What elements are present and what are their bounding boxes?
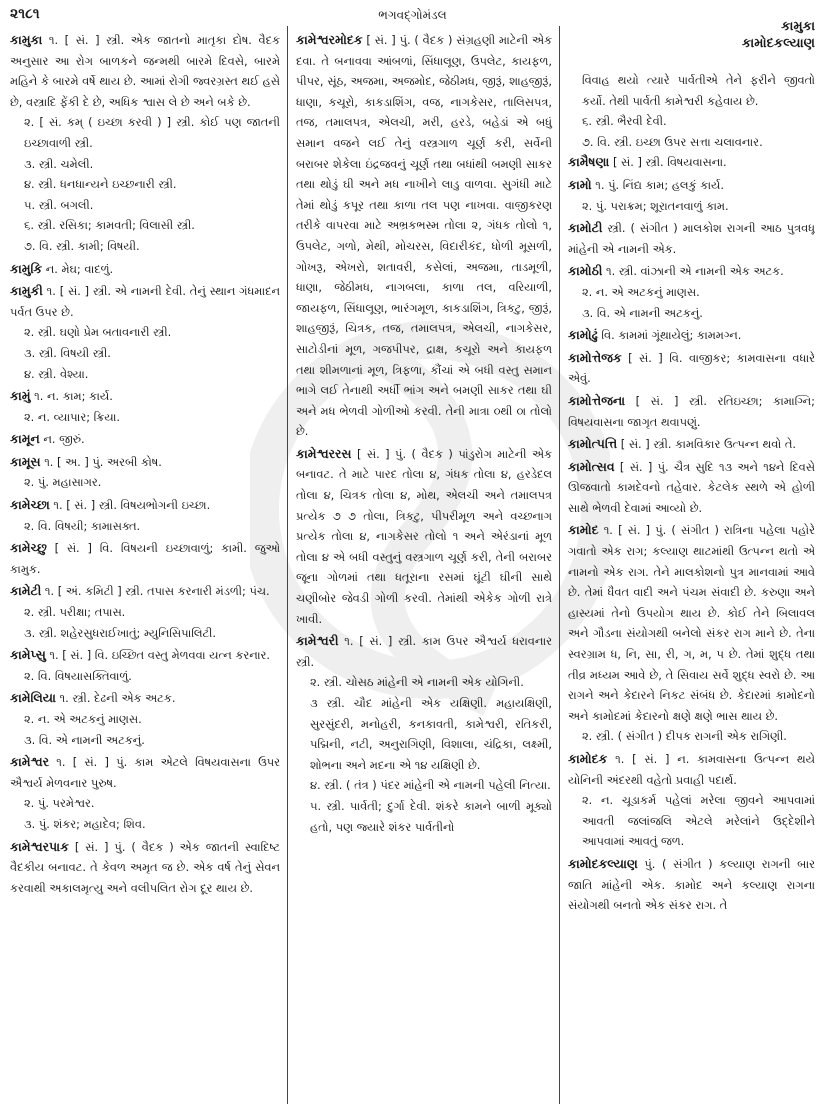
sense: ૭. વિ. સ્ત્રી. ઇચ્છા ઉપર સત્તા ચલાવનાર. <box>582 134 763 149</box>
dictionary-entry <box>568 348 815 389</box>
continuation-block <box>568 26 815 152</box>
headword: કામોદક <box>568 751 608 766</box>
entry-definition <box>568 854 815 916</box>
headword: કામેચ્છા <box>10 497 50 513</box>
sense: ૬. સ્ત્રી. ભૈરવી દેવી. <box>582 114 667 129</box>
definition-text: ૧. [ સં. ] સ્ત્રી. કામ ઉપર ઐશ્વર્ય ધરાવનાર સ્ત્રી. <box>296 634 553 669</box>
definition-text: ૧. [ સં. ] ન. કામવાસના ઉત્પન્ન થયે યોનિની અંદરથી વહેતો પ્રવાહી પદાર્થ. <box>568 752 815 787</box>
dictionary-entry <box>10 688 280 750</box>
sense: ૫. સ્ત્રી. પાર્વતી; દુર્ગા દેવી. શંકરે કામને બાળી મૂક્યો હતો, પણ જ્યારે શંકર પાર્વતીનો <box>310 798 552 834</box>
dictionary-entry <box>10 645 280 686</box>
entry-definition <box>10 452 280 473</box>
dictionary-entry <box>568 391 815 432</box>
page-number: ૨૧૮૧ <box>10 6 40 22</box>
headword: કામુકી <box>10 283 43 299</box>
headword: કામોઢું <box>568 327 598 343</box>
column-2 <box>288 26 560 1104</box>
headword: કામૈષણા <box>568 154 610 170</box>
column-3 <box>560 26 815 1104</box>
sense: ૪. સ્ત્રી. ધનધાન્યને ઇચ્છનારી સ્ત્રી. <box>24 177 177 192</box>
definition-text: ૧. [ અં. કમિટી ] સ્ત્રી. તપાસ કરનારી મંડળી; પંચ. <box>44 584 270 599</box>
definition-text: પું. ( સંગીત ) કલ્યાણ રાગની બાર જાતિ માંહેની એક. કામોદ અને કલ્યાણ રાગના સંયોગથી બનતો એક સંકર રાગ. તે <box>568 856 815 913</box>
entry-definition <box>10 495 280 516</box>
sense: ૨. ન. ચૂડાકર્મ પહેલાં મરેલા જીવને આપવામાં આવતી જલાંજલિ એટલે મરેલાંને ઉદ્દેશીને આપવામાં આવતું જળ. <box>582 793 815 849</box>
sense: ૨. પું. પરમેશ્વર. <box>24 796 95 811</box>
definition-text: ૧. ન. કામ; કાર્ય. <box>34 389 113 404</box>
sense: ૨. પું. મહાસાગર. <box>24 475 102 490</box>
headword: કામેશ્વર <box>10 754 50 770</box>
sense: ૨. સ્ત્રી. ચોસઠ માંહેની એ નામની એક યોગિની. <box>310 675 524 690</box>
entry-definition <box>10 752 280 793</box>
entry-definition <box>10 429 280 450</box>
sense: ૩. સ્ત્રી. શહેરસુધરાઈખાતું; મ્યુનિસિપાલિટી. <box>24 625 216 640</box>
dictionary-entry <box>568 457 815 519</box>
entry-definition <box>10 837 280 899</box>
definition-text: [ સં. ] વિ. વાજીકર; કામવાસના વધારે એવું. <box>568 350 815 386</box>
entry-definition <box>10 281 280 322</box>
entry-definition <box>10 259 280 280</box>
headword: કામોદ <box>568 522 599 538</box>
definition-text: [ સં. ] પું. ( વૈદક ) પાંડુરોગ માટેની એક બનાવટ. તે માટે પારદ તોલા ૪, ગંધક તોલા ૪, હરડેદલ તોલા ૪, ચિત્રક તોલા ૪, મોથ, એલચી અને તમાલપત્ર પ્રત્યેક ૭ ૭ તોલા, ત્રિકટુ, પીપરીમૂળ અને વચ્છનાગ પ્રત્યેક તોલા ૪, નાગકેસર તોલો ૧ અને એરંડાનાં મૂળ તોલા ૪ એ બધી વસ્તુનું વસ્ત્રગાળ ચૂર્ણ કરી, તેની બરાબર જૂના ગોળમાં તથા ધતૂરાના રસમાં ઘૂંટી ઘીની સાથે ચણીબોર જેવડી ગોળી કરવી. તેમાંથી એકેક ગોળી રાત્રે ખાવી. <box>296 446 552 626</box>
dictionary-entry <box>568 434 815 455</box>
sense: ૨. વિ. વિષયાસક્તિવાળું. <box>24 668 132 683</box>
dictionary-entry <box>568 520 815 747</box>
entry-definition <box>10 645 280 666</box>
headword: કામેચ્છુ <box>10 540 47 556</box>
definition-text: [ સં. ] પું. ચૈત્ર સુદિ ૧૩ અને ૧૪ને દિવસે ઊજવાતો કામદેવનો તહેવાર. કેટલેક સ્થળે એ હોળી સાથે ભેળવી દેવામાં આવ્યો છે. <box>568 459 815 515</box>
dictionary-entry <box>296 444 552 629</box>
entry-definition <box>568 152 815 173</box>
entry-definition <box>568 175 815 196</box>
definition-text: ૧. પું. નિંદ્ય કામ; હલકું કાર્ય. <box>595 177 724 192</box>
sense: ૨. ન. એ અટકનું માણસ. <box>582 284 700 299</box>
entry-definition <box>568 457 815 519</box>
dictionary-entry <box>10 452 280 493</box>
entry-definition <box>296 631 552 672</box>
headword: કામોત્તેજના <box>568 392 626 408</box>
sense: ૩. સ્ત્રી. ચમેલી. <box>24 156 94 171</box>
entry-definition <box>10 688 280 709</box>
entry-definition <box>296 30 552 442</box>
definition-text: [ સં. ] સ્ત્રી. રતિઇચ્છા; કામાગ્નિ; વિષયવાસના જાગૃત થવાપણું. <box>568 393 815 429</box>
sense: ૭. વિ. સ્ત્રી. કામી; વિષયી. <box>24 238 140 253</box>
guide-word-first: કામુકા <box>781 19 815 34</box>
dictionary-entry <box>10 281 280 384</box>
entry-definition <box>568 261 815 282</box>
dictionary-entry <box>568 261 815 323</box>
headword: કામોત્તેજક <box>568 349 622 365</box>
headword: કામુકિ <box>10 260 43 276</box>
definition-text: ૧. [ અ. ] પું. અરબી કોષ. <box>44 454 162 469</box>
definition-text: ૧. [ સં. ] સ્ત્રી. વિષયભોગની ઇચ્છા. <box>53 498 211 513</box>
dictionary-entry <box>568 152 815 173</box>
dictionary-entry <box>10 581 280 643</box>
definition-text: [ સં. ] વિ. વિષયની ઇચ્છાવાળું; કામી. જુઓ કામુક. <box>10 541 280 576</box>
sense: ૪. સ્ત્રી. ( તંત્ર ) પંદર માંહેની એ નામની પહેલી નિત્યા. <box>310 778 551 793</box>
sense: ૨. પું. પરાક્રમ; શૂરાતનવાળું કામ. <box>582 198 729 213</box>
headword: કામોઠી <box>568 263 603 279</box>
sense: ૩. વિ. એ નામની અટકનું. <box>24 732 145 747</box>
definition-text: [ સં. ] સ્ત્રી. કામવિકાર ઉત્પન્ન થવો તે. <box>620 437 797 452</box>
sense: ૨. સ્ત્રી. પરીક્ષા; તપાસ. <box>24 605 126 620</box>
headword: કામોદકલ્યાણ <box>568 855 638 871</box>
definition-text: [ સં. ] પું. ( વૈદક ) એક જાતની સ્વાદિષ્ટ વૈદકીય બનાવટ. તે કેવળ અમૃત જ છે. એક વર્ષ તેનું સેવન કરવાથી અકાલમૃત્યુ અને વલીપલિત રોગ દૂર થાય છે. <box>10 839 280 895</box>
headword: કામોટી <box>568 220 603 236</box>
headword: કામોત્પત્તિ <box>568 436 618 452</box>
entry-definition <box>10 30 280 112</box>
entry-definition <box>568 325 815 346</box>
sense: ૫. સ્ત્રી. બગલી. <box>24 197 94 212</box>
dictionary-entry <box>10 386 280 427</box>
definition-text: ૧. [ સં. ] પું. ( સંગીત ) રાત્રિના પહેલા પહોરે ગવાતો એક રાગ; કલ્યાણ થાટમાંથી ઉત્પન્ન થતો એ નામનો એક રાગ. તેને માલકોશનો પુત્ર માનવામાં આવે છે. તેમાં ધૈવત વાદી અને પંચમ સંવાદી છે. કરુણા અને હાસ્યમાં તેનો ઉપયોગ થાય છે. કોઈ તેને બિલાવલ અને ગૌડના સંયોગથી બનેલો સંકર રાગ માને છે. તેના સ્વરગ્રામ ધ, નિ, સા, રી, ગ, મ, પ છે. તેમાં શુદ્ધ તથા તીવ્ર મધ્યમ આવે છે, તે સિવાય સર્વે શુદ્ધ સ્વરો છે. આ રાગને અને કેદારને નિકટ સંબંધ છે. કેદારમાં કામોદનો અને કામોદમાં કેદારનો ક્ષણે ક્ષણે ભાસ થાય છે. <box>568 523 815 723</box>
definition-text: ૧. [ સં. ] વિ. ઇચ્છિત વસ્તુ મેળવવા યત્ન કરનાર. <box>49 648 271 663</box>
headword: કામું <box>10 388 31 404</box>
sense: ૬. સ્ત્રી. રસિકા; કામવતી; વિલાસી સ્ત્રી. <box>24 218 195 233</box>
headword: કામોત્સવ <box>568 458 615 474</box>
dictionary-entry <box>10 495 280 536</box>
headword: કામેશ્વરમોદક <box>296 32 363 47</box>
sense: ૩. પું. શંકર; મહાદેવ; શિવ. <box>24 816 146 831</box>
definition-text: ૧. સ્ત્રી. વાંઝાની એ નામની એક અટક. <box>606 264 784 279</box>
sense: ૩. વિ. એ નામની અટકનું. <box>582 305 703 320</box>
headword: કામેશ્વરપાક <box>10 838 69 854</box>
headword: કામેશ્વરી <box>296 633 339 649</box>
headword: કામૂન <box>10 431 40 447</box>
sense: ૩. સ્ત્રી. વિષયી સ્ત્રી. <box>24 345 111 360</box>
dictionary-entry <box>568 175 815 216</box>
definition-text: [ સં. ] સ્ત્રી. વિષયવાસના. <box>612 155 727 170</box>
entry-definition <box>568 391 815 432</box>
entry-definition <box>568 434 815 455</box>
sense: ૨. વિ. વિષયી; કામાસક્ત. <box>24 518 141 533</box>
entry-definition <box>568 348 815 389</box>
headword: કામો <box>568 176 592 192</box>
definition-text: ૧. સ્ત્રી. દેઢની એક અટક. <box>59 691 176 706</box>
continuation-text: વિવાહ થયો ત્યારે પાર્વતીએ તેને ફરીને જીવતો કર્યો. તેથી પાર્વતી કામેશ્વરી કહેવાય છે. <box>582 73 815 108</box>
dictionary-entry <box>10 30 280 257</box>
entry-definition <box>568 218 815 259</box>
dictionary-entry <box>568 854 815 916</box>
running-title: ભગવદ્ગોમંડલ <box>378 8 447 22</box>
sense: ૨. સ્ત્રી. ઘણો પ્રેમ બતાવનારી સ્ત્રી. <box>24 325 172 340</box>
dictionary-entry <box>568 749 815 852</box>
dictionary-columns <box>10 26 815 1104</box>
headword: કામેપ્સુ <box>10 647 46 663</box>
entry-definition <box>568 749 815 790</box>
dictionary-entry <box>10 538 280 579</box>
entry-definition <box>568 520 815 726</box>
column-1 <box>10 26 288 1104</box>
sense: ૨. સ્ત્રી. ( સંગીત ) દીપક રાગની એક રાગિણી. <box>582 729 787 744</box>
headword: કામુકા <box>10 32 43 47</box>
headword: કામેટી <box>10 583 42 599</box>
sense: ૩ સ્ત્રી. ચૌદ માંહેની એક યક્ષિણી. મહાયક્ષિણી, સુરસુંદરી, મનોહરી, કનકાવતી, કામેશ્વરી, રતિકરી, પદ્મિની, નટી, અનુરાગિણી, વિશાલા, ચંદ્રિકા, લક્ષ્મી, શોભના અને મદના એ ૧૪ યક્ષિણી છે. <box>310 696 552 772</box>
entry-definition <box>10 581 280 602</box>
sense: ૨. [ સં. કમ્ ( ઇચ્છા કરવી ) ] સ્ત્રી. કોઈ પણ જાતની ઇચ્છાવાળી સ્ત્રી. <box>24 115 280 150</box>
definition-text: ૧. [ સં. ] સ્ત્રી. એ નામની દેવી. તેનું સ્થાન ગંધમાદન પર્વત ઉપર છે. <box>10 284 280 319</box>
dictionary-entry <box>10 752 280 834</box>
definition-text: વિ. કામમાં ગૂંથાયેલું; કામમગ્ન. <box>601 328 742 343</box>
dictionary-entry <box>296 30 552 442</box>
sense: ૨. ન. વ્યાપાર; ક્રિયા. <box>24 409 121 424</box>
headword: કામૂસ <box>10 453 41 469</box>
definition-text: [ સં. ] પું. ( વૈદક ) સંગ્રહણી માટેની એક દવા. તે બનાવવા આંબળાં, સિંધાલૂણ, ઉપલેટ, કાયફળ, પીપર, સૂંઠ, અજમા, અજમોદ, જેઠીમધ, જીરૂં, શાહજીરૂં, ધાણા, કચૂરો, કાકડાશિંગ, વજ, નાગકેસર, તાલિસપત્ર, તજ, તમાલપત્ર, એલચી, મરી, હરડે, બહેડાં એ બધું સમાન વજને લઈ તેનું વસ્ત્રગાળ ચૂર્ણ કરી, સર્વેની બરાબર શેકેલા ઇંદ્રજવનું ચૂર્ણ તથા બધાંથી બમણી સાકર તથા થોડું ઘી અને મધ નાખીને લાડુ વાળવા. સુગંધી માટે તેમાં થોડું કપૂર તથા કાળા તલ પણ નાખવા. વાજીકરણ તરીકે વાપરવા માટે અભ્રકભસ્મ તોલા ૨, ગંધક તોલો ૧, ઉપલેટ, ગળો, મેથી, મોચરસ, વિદારીકંદ, ધોળી મૂસળી, ગોખરૂ, એખરો, શતાવરી, કસેલાં, અજમા, તાડમૂળી, ધાણા, જેઠીમધ, નાગબલા, કાળા તલ, વરિયાળી, જાયફળ, સિંધાલૂણ, ભારંગમૂળ, કાકડાશિંગ, ત્રિકટુ, જીરૂં, શાહજીરૂં, ચિત્રક, તજ, તમાલપત્ર, એલચી, નાગકેસર, સાટોડીનાં મૂળ, ગજપીપર, દ્રાક્ષ, કચૂરો અને કાયફળ તથા શીમળાનાં મૂળ, ત્રિફળા, કૌંચાં એ બધી વસ્તુ સમાન ભાગે લઈ તેનાથી અર્ધી ભાંગ અને બમણી સાકર તથા ઘી અને મધ ભેળવી ગોળીઓ કરવી. તેની માત્રા ૦થી ૦ા તોલો છે. <box>296 33 552 439</box>
headword: કામેશ્વરરસ <box>296 445 352 461</box>
sense: ૨. ન. એ અટકનું માણસ. <box>24 712 142 726</box>
entry-definition <box>10 386 280 407</box>
definition-text: સ્ત્રી. ( સંગીત ) માલકોશ રાગની આઠ પુત્રવધૂ માંહેની એ નામની એક. <box>568 221 815 256</box>
definition-text: ન. મેઘ; વાદળું. <box>45 261 114 276</box>
entry-definition <box>10 538 280 579</box>
headword: કામેલિયા <box>10 690 56 706</box>
dictionary-entry <box>10 429 280 450</box>
dictionary-entry <box>568 325 815 346</box>
dictionary-entry <box>568 218 815 259</box>
entry-definition <box>296 444 552 629</box>
definition-text: ન. જીરું. <box>43 432 85 447</box>
definition-text: ૧. [ સં. ] પું. કામ એટલે વિષયવાસના ઉપર ઐશ્વર્ય મેળવનાર પુરુષ. <box>10 755 280 790</box>
sense: ૪. સ્ત્રી. વેશ્યા. <box>24 366 89 381</box>
dictionary-entry <box>10 259 280 280</box>
guide-word-last: કામોદકલ્યાણ <box>741 36 815 51</box>
dictionary-entry <box>10 837 280 899</box>
dictionary-entry <box>296 631 552 837</box>
definition-text: ૧. [ સં. ] સ્ત્રી. એક જાતનો માતૃકા દોષ. વૈદક અનુસાર આ રોગ બાળકને જન્મથી બારમે દિવસે, બારમે મહિને કે બારમે વર્ષે થાય છે. આમાં રોગી જ્વરગ્રસ્ત થઈ હસે છે, વસ્ત્રાદિ ફેંકી દે છે, અધિક શ્વાસ લે છે અને બકે છે. <box>10 33 281 109</box>
